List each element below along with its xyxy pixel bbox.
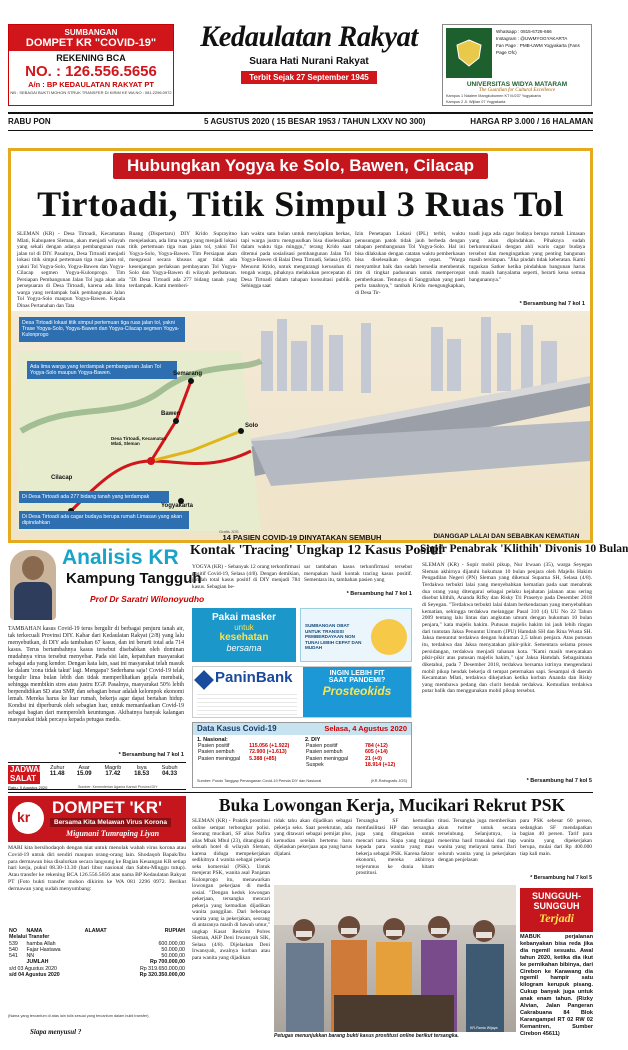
prayer-name: Isya [136,765,147,771]
prayer-label: JADWAL SALAT [10,765,44,783]
donor-amount: 50.000,00 [161,953,185,960]
psk-col-4: titusi. Tersangka juga memberikan akun twitter untuk secara terselubung. Selanjutnya, ia menerima hasil transaksi dari tiap wanita yang melayani tamu. Dari seluruh wanita yang ia pekerjakan dengan penjelasan [438,818,516,863]
psk-photo-credit: KR-Ranto Wijaya [470,1026,498,1030]
prayer-time: 17.42 [105,771,121,777]
prayer-date: Rabu, 5 Agustus 2020 [8,785,48,790]
sungguh-title-2: SUNGGUH [533,901,580,911]
university-fb: Fan Page : PMB-UWM Yogyakarta (Fans Page Ofc) [496,43,580,55]
masker-line1: Pakai masker [212,612,276,623]
dateline-date: 5 AGUSTUS 2020 ( 15 BESAR 1953 / TAHUN LXXV NO 300) [204,117,426,126]
psk-caption: Petugas menunjukkan barang bukti kasus prostitusi online berikut tersangka. [274,1033,459,1039]
prayer-source: Sumber: Kementerian Agama Kanwil Provinsi DIY [78,785,158,789]
university-name: UNIVERSITAS WIDYA MATARAM [466,81,568,88]
psk-headline: Buka Lowongan Kerja, Mucikari Rekrut PSK [218,795,566,815]
covid-national-table [197,743,297,762]
covid-data-title: Data Kasus Covid-19 [197,724,277,733]
covid-value: 605 (+14) [364,749,388,756]
prayer-name: Magrib [104,765,122,771]
covid-value: 5.388 (+85) [249,755,277,762]
divider [8,130,593,131]
map-place: Solo [245,423,258,429]
map-place: Bawen [161,411,181,417]
analysis-continued: * Bersambung hal 7 kol 1 [118,752,184,758]
covid-diy-table [305,743,407,768]
analysis-subtitle: Kampung Tangguh [66,570,202,587]
prosteokids-ad [303,667,411,717]
donor-name: hamba Allah [26,940,56,947]
covid-value: 18.914 (+12) [364,761,396,768]
donor-name: NN [26,953,35,960]
divider [8,112,593,114]
covid-credit: (KR-Rafrografis JOS) [370,779,407,783]
panin-details [197,691,297,715]
prayer-name: Zuhur [50,765,65,771]
masthead-tagline: Suara Hati Nurani Rakyat [249,56,369,67]
masker-line3: kesehatan [219,632,269,643]
panin-name: PaninBank [215,669,293,686]
donation-name: A/n : BP KEDAULATAN RAKYAT PT [28,80,154,89]
main-col-4: Izin Penetapan Lokasi (IPL) terbit, waktu penusungan patok tidak jauh berbeda dengan tahapan pembangunan Tol Yogya-Solo. Hal ini bisa dilakukan dengan catatan waktu pemberkasan bisa diselesaikan dengan cepat. "Warga menyambut baik dan sudah bersedia membentuk tim di tingkat padusunan untuk mempercepat pemberkasan. Tentunya di Sanggrahan yang pasti perlu tanahnya," tambah Krido mengungkapkan, di Desa Tir- [355,231,465,296]
sopir-body: SLEMAN (KR) - Sopir mobil pikup, Nur Irwaan (35), warga Seyegan Sleman akhirnya dijatuhi hukuman 10 bulan penjara oleh Majelis Hakim Pengadilan Negeri (PN) Sleman yang diketuai Suparna SH, Selasa (4/8). Terdakwa terbukti lalai yang menyebabkan kematian pada saat menabrak dua orang yang ditengarai sebagai pelaku kejahatan jalanan atau sering disebut klithih, Ananda Rifky dan Risky Tri Prasetyo pada Desember 2018 di Seyegan. "Terdakwa terbukti lalai dalam berkendaraan yang menyebabkan kematian, sehingga terdakwa melanggar Pasal 310 (4) UU No 22 Tahun 2009 tentang lalu lintas dan angkutan umum dengan hukuman 10 bulan penjara," kata majelis hakim. Putusan majelis hakim ini jauh lebih ringan dari tuntutan Jaksa Penuntut Umum (JPU) Hamdah SH dan Rina Wusta SH. Jaksa menuntut terdakwa dengan hukuman 2,5 tahun penjara. Atas putusan itu, terdakwa dan Jaksa menyatakan pikir-pikir. Sementara selama proses persidangan, terdakwa menjadi tahanan kota. "Kami masih menyatakan pikir-pikir atas putusan majelis hakim," ujar Jaksa Hamdah. Sebagaimana diketahui, pada 7 Desember 2018, terdakwa bersama istrinya mengendarai mobil pikup hendak bekerja di tempat peternakan sapi. Sesampai di daerah Kecamatan Mlati, terdakwa dikejutkan ketika korban Ananda dan Risky yang membawa pedang dan clurit hendak terdakwa. Kemudian terdakwa putar balik dan menggunakan mobil pikup tersebut. [422,562,592,695]
dompet-sub1: Bersama Kita Melawan Virus Korona [50,818,171,827]
panin-logo-icon [194,670,214,690]
dompet-list-title: Melalui Transfer [9,934,50,941]
main-col-3: kan waktu satu bulan untuk menyiapkan berkas, tapi warga justru mengusulkan bisa diselesaikan dalam waktu tiga minggu," terang Krido saat ditemui pada sosialisasi pembangunan Jalan Tol Yogya-Bawen di Balai Desa Tirtoadi, Selasa (4/8). Menurut Krido, untuk mengurangi kerusuhan di tengah warga, pihaknya melakukan percepatan di Desa Tirtoadi dalam tahapan konsultasi publik. Sehingga saat [241,231,351,289]
donation-box [8,24,174,106]
covid-value: 21 (+0) [364,755,382,762]
covid-label: Pasien sembuh [198,749,235,756]
main-col-1: SLEMAN (KR) - Desa Tirtoadi, Kecamatan Mlati, Kabupaten Sleman, akan menjadi wilayah yang sekali dengan adanya pembangunan ruas jalan tol di DIY. Pasalnya, Desa Tirtoadi menjadi lokasi titik simpul pertemuan tiga ruas jalan tol, yakni Tol Yogya-Solo, Yogya-Bawen dan Yogya-Cilacap segmen Yogya-Kulonprogo. Tim Persiapan Pembangunan Jalan Tol juga akan ada persepuaran di Desa Tirtoadi, karena ada lima warga yang terdampak baik pembangunan Jalan Tol Yogya-Solo maupun Yogya-Bawen. Kepala Dinas Pertanahan dan Tata [17,231,125,309]
dateline-price: HARGA RP 3.000 / 16 HALAMAN [470,117,593,126]
psk-col-1: SLEMAN (KR) - Praktik prostitusi online sempat terbongkar polisi. Seorang mucikari, SF alias Nafira alias Mbak Mbul (23), ditangkap di sebuah hotel di wilayah Sleman, karena diduga mempekerjakan sedikitnya 4 wanita sebagai pekerja seks komersial (PSK). Untuk menjerat PSK, wanita asal Panjatan Kulonprogo itu, menawarkan lowongan pekerjaan di media sosial. "Dengan kedok lowongan pekerjaan, tersangka mencari pekerja yang kemudian dijadikan wanita panggilan. Dari beberapa wanita yang ia pekerjakan, seorang di antaranya masih di bawah umur," ungkap Kasat Reskrim Polres Sleman, AKP Deni Irwansyah SIK, Selasa (4/8). Dijelaskan Deni Irwansyah, awalnya korban atau para wanita yang dijadikan [192,818,270,961]
toll-road-illustration [11,311,590,540]
map-legend-3: Di Desa Tirtoadi ada 277 bidang tanah yang terdampak [19,491,169,503]
dompet-total-label: JUMLAH [26,959,49,966]
panin-ad [192,666,412,718]
covid-label: Suspek [306,761,324,768]
covid-label: Pasien positif [306,743,338,749]
dompet-header-cell: NAMA [26,928,43,934]
dompet-title: DOMPET 'KR' [52,798,163,817]
main-kicker: Hubungkan Yogya ke Solo, Bawen, Cilacap [113,153,488,179]
covid-value: 72.900 (+1.613) [249,749,287,756]
covid-data-date: Selasa, 4 Agustus 2020 [324,724,407,733]
university-address2: Kampus 2 Jl. Wijilan 07 Yogyakarta [446,99,506,104]
kontak-col-1: YOGYA (KR) - Sebanyak 12 orang terkonfirmasi positif Covid-19, Selasa (4/8). Dengan demikian, jumlah total kasus positif di DIY menjadi 784 kasus. Sebagian be- [192,564,300,590]
university-ig: Instagram : @UWMYOGYAKARTA [496,36,568,41]
donation-note: NB : SEBAGAI BUKTI MOHON STRUK TRANSFER DI KIRIM KE WA NO : 081.2296.0972 [10,90,172,95]
sopir-kicker: DIANGGAP LALAI DAN SEBABKAN KEMATIAN [433,533,580,540]
small-ad-text: SUMBANGAN OBAT UNTUK TRANSISI PEMBERDAYAAN NON TUNAI LEBIH CEPAT DAN MUDAH [305,623,362,651]
masker-ad [192,608,296,662]
dompet-sd03: Rp 319.650.000,00 [139,965,185,972]
dompet-header [8,796,186,842]
dompet-sd04-label: s/d 04 Agustus 2020 [9,972,60,979]
analysis-author: Prof Dr Saratri Wilonoyudho [90,594,205,604]
psk-col-5: para PSK sebesar 60 persen, sedangkan SF mendapatkan bagian 40 persen. Tarif para wanita yang dipekerjakan berupa, mulai dari Rp 400.000 tiap kali main. [520,818,592,857]
masker-line4: bersama [226,643,262,653]
prayer-table [44,765,184,777]
donation-line3: REKENING BCA [56,53,126,63]
analysis-body: TAMBAHAN kasus Covid-19 terus bergulir di berbagai penjuru tanah air, tak terkecuali Provinsi DIY. Kabar dari Kedaulatan Rakyat (2/8) yang lalu menyebutkan, di DIY ada tambahan 67 kasus, dan ini berarti total ada 714 kasus. Terus bertambahnya kasus tersebut disebabkan oleh dominan mudahnya virus tersebut menyebar. Pada sisi lain, kepatuhan masyarakat sebagai ada yang kendor. Dengan kata lain, saat ini masyarakat telah masuk ke dalam 'zona tidak takut' lagi. Mengapa? Sederhana saja! Covid-19 telah bergulir lima bulan lebih dan tidak memperlihatkan gejala membaik, sehingga membikin stres atau justru EGP. Pasalnya, masyarakat 50% lebih berpendidikan SD atau SMP, dan sebagian besar adalah kelompok ekonomi lemah. Mereka harus ke luar rumah, bekerja agar dapat bertahan hidup. Kondisi ini diperburuk oleh sebagian luar, untuk memanfaatkan Covid-19 sebagai bagian dari memperoleh keuntungan. Akibatnya banyak kalangan masyarakat tidak percaya kepada petugas medis. [8,626,184,723]
kontak-continued: * Bersambung hal 7 kol 1 [346,591,412,597]
prosteo-slogan-2: SAAT PANDEMI? [328,677,386,684]
university-motto: The Guardian for Cultural Excellence [478,88,556,93]
masthead [186,20,432,90]
dompet-table [8,928,186,978]
university-address1: Kampus 1 Ndalem Mangkubumen KT III/237 Yogyakarta [446,94,541,98]
masthead-since: Terbit Sejak 27 September 1945 [241,71,376,84]
sungguh-header [520,888,593,932]
kontak-col-2: sar tambahan kasus terkonfirmasi tersebut merupakan hasil kontak tracing kasus positif. Sementara itu, tambahan pasien yang [304,564,412,583]
dompet-sd03-label: s/d 03 Agustus 2020 [9,965,58,972]
dompet-sub2: Migunani Tumraping Liyan [66,829,160,838]
donor-no: 539 [9,940,18,947]
dompet-total: Rp 700.000,00 [149,959,185,966]
main-kicker-wrap [11,151,590,181]
toll-road-graphic [11,311,590,540]
covid-label: Pasien positif [198,743,230,749]
prayer-time: 18.53 [134,771,150,777]
psk-continued: * Bersambung hal 7 kol 5 [530,875,592,881]
psk-photo [274,885,516,1032]
main-col-5: toadi juga ada cagar budaya berupa rumah Limasan yang akan dipindahkan. Pihaknya sudah berkomunikasi dengan ahli waris cagar budaya tersebut dan mengingatkan yang penting bangunan masih tersimpan. "Jika pindah tidak keberatan. Kami tugaskan Satker ketika pindahkan bangunan harus utuh masih hanyalama seperti, berarti kena semua bangunannya." [469,231,585,283]
dompet-header-cell: RUPIAH [164,928,185,934]
map-legend-4: Di Desa Tirtoadi ada cagar budaya berupa rumah Limasan yang akan dipindahkan [19,511,189,529]
prayer-time: 15.09 [76,771,92,777]
map-legend-2: Ada lima warga yang terdampak pembangunan Jalan Tol Yogya-Solo maupun Yogya-Bawen. [27,361,177,379]
donation-line1: SUMBANGAN [9,25,173,37]
prayer-schedule [8,762,186,790]
psk-col-2: tidak tahu akan dijadikan sebagai pekerja seks. Saat perekrutan, ada yang ditawari sebagai pemijat plus, kemudian setelah bertemu baru dijelaskan pekerjaan apa yang harus dijalani. [274,818,352,857]
main-headline: Tirtoadi, Titik Simpul 3 Ruas Tol [37,184,564,224]
press-conference-photo [274,885,516,1032]
donor-no: 540 [9,946,18,953]
prosteo-product: Prosteokids [322,684,392,698]
donation-account: NO. : 126.556.5656 [25,63,157,80]
covid-label: Pasien meninggal [198,755,241,762]
prosteo-slogan-1: INGIN LEBIH FIT [329,670,385,677]
main-continued: * Bersambung hal 7 kol 1 [519,301,585,307]
donation-line2: DOMPET KR "COVID-19" [9,37,173,51]
analysis-title: Analisis KR [62,546,179,569]
map-place: Yogyakarta [161,503,193,509]
covid-value: 115.056 (+1.922) [249,743,290,749]
prayer-time: 04.33 [162,771,178,777]
divider [8,792,593,793]
covid-label: Pasien meninggal [306,755,349,762]
sopir-headline: Sopir Penabrak 'Klithih' Divonis 10 Bulan [420,543,628,555]
analysis-header [8,546,205,624]
map-place: Desa Tirtoadi, Kecamatan Mlati, Sleman [111,436,166,446]
covid-national-label: 1. Nasional: [197,737,228,743]
psk-col-3: Tersangka SF kemudian memfasilitasi HP dan tersangka juga yang ditugaskan untuk mencari tamu. Siapa yang tinggal kepada para wanita yang mau bekerja sebagai PSK. Karena faktor ekonomi, mereka akhirnya terjerumus ke dunia hitam prostitusi. [356,818,434,876]
donor-no: 541 [9,953,18,960]
covid-label: Pasien sembuh [306,749,343,756]
covid-value: 784 (+12) [364,743,388,749]
covid-data-header [193,723,411,735]
prayer-time: 11.48 [49,771,65,777]
prayer-name: Subuh [161,765,178,771]
map-place: Semarang [173,371,203,377]
kontak-kicker: 14 PASIEN COVID-19 DINYATAKAN SEMBUH [222,533,382,542]
donor-amount: 50.000,00 [161,946,185,953]
dateline-day: RABU PON [8,117,51,126]
dompet-body: MARI kita bersihodaqoh dengan niat untuk menolak wabah virus korona atau Covid-19 untuk diri sendiri maupun orang-orang lain. Shodaqoh Bapak/Ibu para dermawan bisa disalurkan secara langsung ke Bagian Keuangan KR setiap hari kerja, pukul 08.30-13.30 (hari libur nasional dan Sabtu-Minggu tutup). Atau transfer ke rekening BCA 126.556.5656 atas nama BP Kedaulatan Rakyat PT (Foto bukti transfer mohon dikirim ke WA 081 2296 0972. Berikut dermawan yang sudah menyumbang: [8,845,187,892]
author-photo [10,550,56,620]
sungguh-title-1: SUNGGUH- [532,891,581,901]
masker-line2: untuk [234,623,254,632]
map-credit: Grafis JOS [219,529,239,534]
dompet-header-cell: ALAMAT [84,928,107,934]
university-ad [442,24,592,106]
dateline [8,115,593,129]
covid-data-box [192,722,412,788]
dompet-footnote: (Nama yang tercantum di atas lain tulis sesuai yang tercantum dalam bukti transfer) [8,1014,149,1018]
sungguh-body: MABUK perjalanan kebanyakan bisa reda jika dia ngemil sesuatu. Awal tahun 2020, ketika dia ikut ke pernikahan bibinya, dari Cirebon ke Karawang dia ngemil hampir satu kilogram kerupuk pisang. Cukup banyak juga untuk anak enam tahun. (Rizky Alvian, Jalan Pangeran Cakrabuana 84 Blok Karangampel RT 02 RW 02 Kemantren, Sumber Cirebon 45611) [520,934,593,1037]
kontak-headline: Kontak 'Tracing' Ungkap 12 Kasus Positif [190,543,443,558]
sungguh-title-3: Terjadi [539,911,574,925]
covid-diy-label: 2. DIY [305,737,321,743]
covid-source: Sumber: Pusdo Tanggap Penanganan Covid-19 Pemda DIY dan Nasional [197,779,322,783]
dompet-logo: kr [12,802,44,834]
small-ad-photo [371,619,407,655]
prayer-name: Asar [78,765,90,771]
masthead-title: Kedaulatan Rakyat [200,20,418,53]
main-col-2: Ruang (Dispertaru) DIY Krido Suprayitno menjelaskan, ada lima warga yang menjadi lokasi titik pertemuan tiga ruas jalan tol, yakni Tol Yogya-Solo, Yogya-Bawen. Tim Persiapan akan mengawal secara khusus agar tidak ada kesenjangan perlakuan pembayaran Tol Yogya-Solo dan Yogya-Bawen di wilayah perbatasan. "Di Desa Tirtoadi ada 277 bidang tanah yang terdampak. Kami memberi- [129,231,237,289]
donor-name: Fajar Hastawa [26,946,61,953]
shield-icon [454,38,484,68]
main-story [8,148,593,543]
dompet-next: Siapa menyusul ? [30,1028,82,1036]
map-place: Cilacap [51,475,73,481]
dompet-header-cell: NO [9,928,17,934]
university-logo [446,28,492,78]
small-ad [300,608,412,662]
dompet-sd04: Rp 320.350.000,00 [139,972,185,979]
sopir-continued: * Bersambung hal 7 kol 5 [526,778,592,784]
map-legend-1: Desa Tirtoadi lokasi titik simpul pertemuan tiga ruas jalan tol, yakni Trase Yogya-Solo, Yogya-Bawen dan Yogya-Cilacap segmen Yogya-Kulonprogo [19,317,185,342]
university-wa: Whatsapp : 0815-6726-666 [496,29,552,34]
donor-amount: 600.000,00 [158,940,185,947]
